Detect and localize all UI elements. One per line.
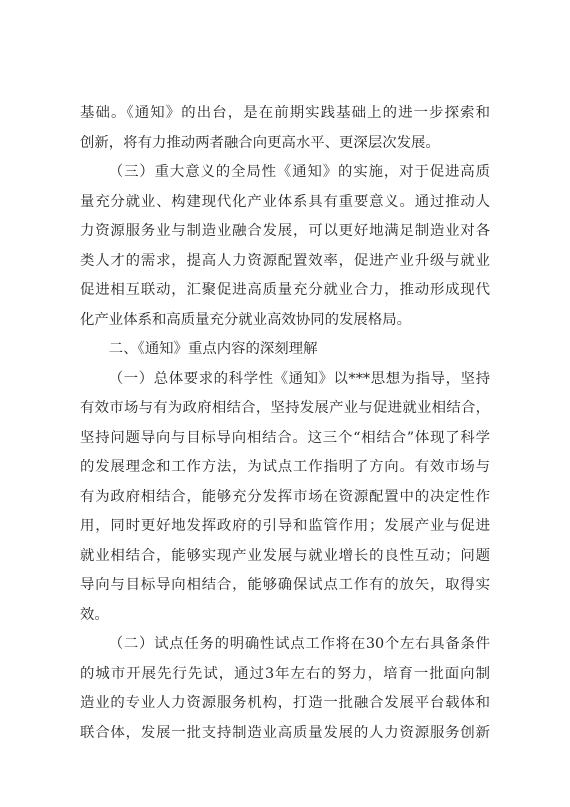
text-line: 的城市开展先行先试，通过3年左右的努力，培育一批面向制 — [80, 665, 490, 682]
paragraph-first-line: （一）总体要求的科学性《通知》以***思想为指导，坚持 — [108, 370, 490, 387]
text-line: 导向与目标导向相结合，能够确保试点工作有的放矢，取得实 — [80, 577, 490, 593]
text-line: 效。 — [80, 606, 109, 623]
text-line: 基础。《通知》的出台，是在前期实践基础上的进一步探索和 — [80, 105, 490, 121]
paragraph-first-line: （二）试点任务的明确性试点工作将在30个左右具备条件 — [108, 636, 490, 652]
text-line: 就业相结合，能够实现产业发展与就业增长的良性互动；问题 — [80, 547, 490, 564]
text-line: 类人才的需求，提高人力资源配置效率，促进产业升级与就业 — [80, 252, 490, 269]
text-line: 创新，将有力推动两者融合向更高水平、更深层次发展。 — [80, 134, 440, 151]
text-line: 量充分就业、构建现代化产业体系具有重要意义。通过推动人 — [80, 193, 490, 210]
text-line: 有为政府相结合，能够充分发挥市场在资源配置中的决定性作 — [80, 488, 490, 505]
text-line: 有效市场与有为政府相结合，坚持发展产业与促进就业相结合， — [80, 400, 490, 416]
text-line: 用，同时更好地发挥政府的引导和监管作用；发展产业与促进 — [80, 518, 490, 534]
text-line: 的发展理念和工作方法，为试点工作指明了方向。有效市场与 — [80, 459, 490, 475]
text-line: 联合体，发展一批支持制造业高质量发展的人力资源服务创新 — [80, 724, 490, 741]
text-line: 坚持问题导向与目标导向相结合。这三个“相结合”体现了科学 — [80, 429, 490, 446]
paragraph-first-line: （三）重大意义的全局性《通知》的实施，对于促进高质 — [108, 164, 490, 180]
text-line: 促进相互联动，汇聚促进高质量充分就业合力，推动形成现代 — [80, 282, 490, 298]
text-line: 化产业体系和高质量充分就业高效协同的发展格局。 — [80, 311, 411, 328]
text-line: 造业的专业人力资源服务机构，打造一批融合发展平台载体和 — [80, 695, 490, 711]
body-text — [80, 99, 490, 748]
text-line: 力资源服务业与制造业融合发展，可以更好地满足制造业对各 — [80, 223, 490, 239]
section-heading: 二、《通知》重点内容的深刻理解 — [108, 341, 318, 357]
